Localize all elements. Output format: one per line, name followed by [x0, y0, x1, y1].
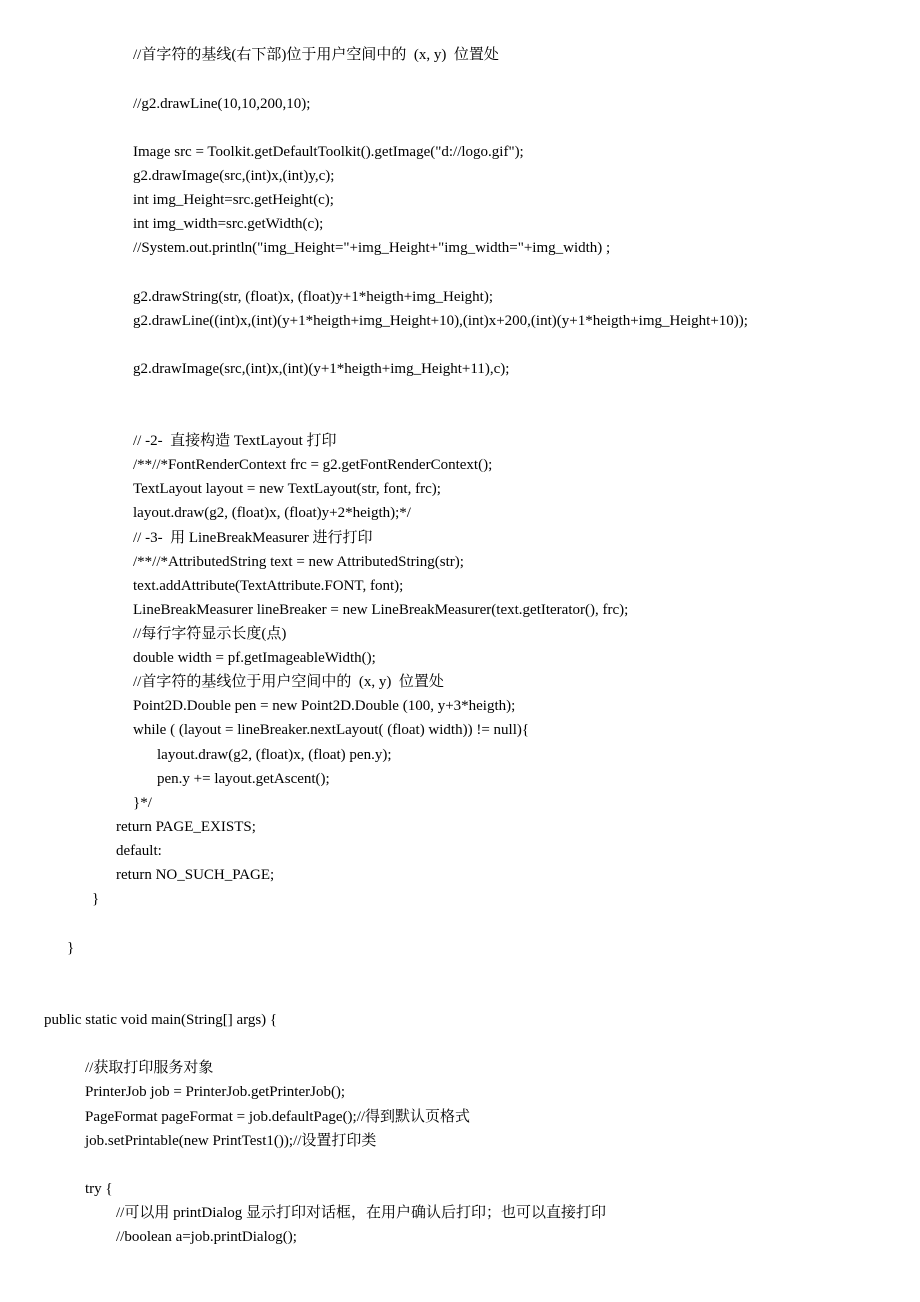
code-line: g2.drawImage(src,(int)x,(int)(y+1*heigth+img_Height+11),c);: [133, 361, 510, 377]
code-line: int img_width=src.getWidth(c);: [133, 216, 324, 232]
code-line: Image src = Toolkit.getDefaultToolkit().getImage("d://logo.gif");: [133, 144, 524, 160]
code-line: g2.drawLine((int)x,(int)(y+1*heigth+img_Height+10),(int)x+200,(int)(y+1*heigth+img_Height+10));: [133, 313, 748, 329]
code-line: PageFormat pageFormat = job.defaultPage();//得到默认页格式: [85, 1109, 471, 1125]
code-line: LineBreakMeasurer lineBreaker = new LineBreakMeasurer(text.getIterator(), frc);: [133, 602, 629, 618]
code-line: double width = pf.getImageableWidth();: [133, 650, 376, 666]
code-line: layout.draw(g2, (float)x, (float)y+2*heigth);*/: [133, 505, 411, 521]
code-line: PrinterJob job = PrinterJob.getPrinterJob();: [85, 1084, 346, 1100]
code-line: //g2.drawLine(10,10,200,10);: [133, 96, 311, 112]
code-line: int img_Height=src.getHeight(c);: [133, 192, 334, 208]
code-line: // -3- 用 LineBreakMeasurer 进行打印: [133, 530, 373, 546]
code-line: }: [67, 940, 75, 956]
code-line: }: [92, 891, 100, 907]
code-line: /**//*AttributedString text = new AttributedString(str);: [133, 554, 464, 570]
code-line: //System.out.println("img_Height="+img_Height+"img_width="+img_width) ;: [133, 240, 611, 256]
code-line: }*/: [133, 795, 152, 811]
code-line: Point2D.Double pen = new Point2D.Double (100, y+3*heigth);: [133, 698, 516, 714]
code-line: //首字符的基线(右下部)位于用户空间中的 (x, y) 位置处: [133, 47, 499, 63]
code-line: public static void main(String[] args) {: [44, 1012, 278, 1028]
code-line: // -2- 直接构造 TextLayout 打印: [133, 433, 337, 449]
code-line: return PAGE_EXISTS;: [116, 819, 256, 835]
code-line: default:: [116, 843, 162, 859]
code-line: //boolean a=job.printDialog();: [116, 1229, 297, 1245]
code-line: //可以用 printDialog 显示打印对话框，在用户确认后打印；也可以直接打印: [116, 1205, 606, 1221]
code-line: job.setPrintable(new PrintTest1());//设置打印类: [85, 1133, 377, 1149]
code-line: TextLayout layout = new TextLayout(str, font, frc);: [133, 481, 441, 497]
code-line: text.addAttribute(TextAttribute.FONT, font);: [133, 578, 404, 594]
code-line: try {: [85, 1181, 113, 1197]
code-line: return NO_SUCH_PAGE;: [116, 867, 275, 883]
code-line: g2.drawString(str, (float)x, (float)y+1*heigth+img_Height);: [133, 289, 493, 305]
code-line: g2.drawImage(src,(int)x,(int)y,c);: [133, 168, 335, 184]
code-line: layout.draw(g2, (float)x, (float) pen.y);: [157, 747, 392, 763]
code-line: while ( (layout = lineBreaker.nextLayout( (float) width)) != null){: [133, 722, 530, 738]
code-line: pen.y += layout.getAscent();: [157, 771, 330, 787]
code-line: //首字符的基线位于用户空间中的 (x, y) 位置处: [133, 674, 444, 690]
code-line: //每行字符显示长度(点): [133, 626, 287, 642]
code-line: //获取打印服务对象: [85, 1060, 214, 1076]
code-line: /**//*FontRenderContext frc = g2.getFontRenderContext();: [133, 457, 493, 473]
